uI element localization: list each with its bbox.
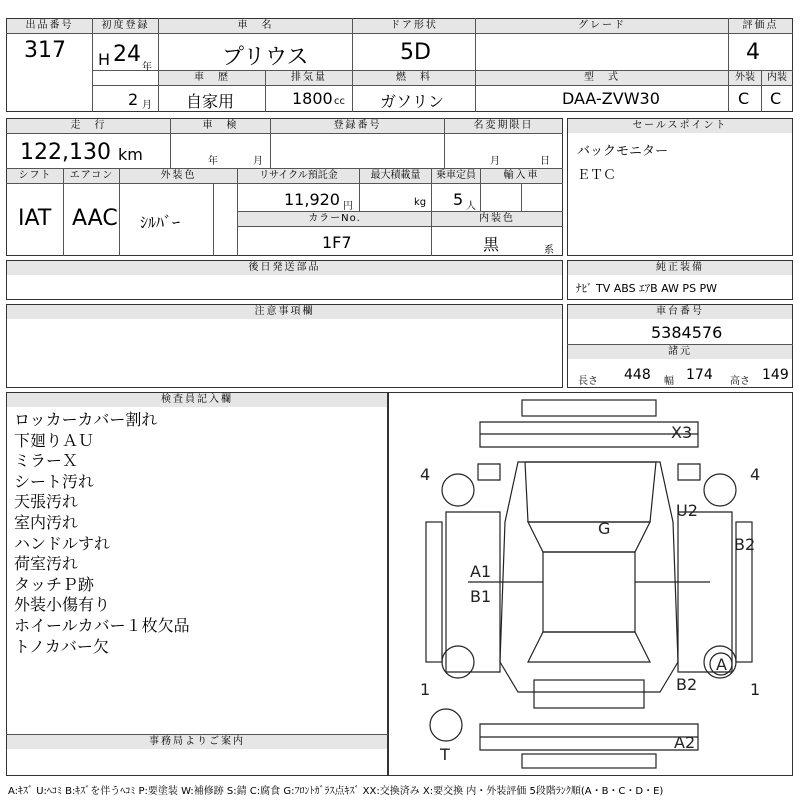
tire-front-left [442,474,474,506]
recycle-label: リサイクル預託金 [238,169,359,183]
name-change-day-unit: 日 [540,156,550,167]
divider [237,226,563,227]
mileage-label: 走 行 [7,119,170,133]
inspector-notes [14,410,190,657]
door-value: 5D [400,40,431,65]
fuel-label: 燃 料 [353,71,475,85]
history-value: 自家用 [186,92,235,111]
tire-rear-left [442,646,474,678]
length-label: 長さ [578,376,598,387]
divider [6,33,793,34]
tire-score-rear-right: 1 [750,680,761,699]
tire-front-right [704,474,736,506]
capacity-unit: 人 [466,201,476,212]
first-reg-era: H [98,50,111,69]
mark-a2: A2 [674,733,696,752]
dimensions-label: 諸元 [568,345,792,359]
shift-label: シフト [7,169,63,183]
mark-a1: A1 [470,562,492,581]
inspector-note: ホイールカバー１枚欠品 [14,615,190,635]
displacement-value: 1800 [292,89,333,108]
car-name-value: プリウス [222,45,309,70]
sales-point-item: ＥＴＣ [577,168,617,183]
mark-a: A [716,655,727,674]
sales-point-box [567,118,793,256]
mileage-unit: km [118,145,143,164]
lot-no-label: 出品番号 [7,19,92,33]
left-mirror [478,464,500,480]
equipment-value: ﾅﾋﾞ TV ABS ｴｱB AW PS PW [576,282,718,295]
month-unit: 月 [142,100,152,111]
inspector-label: 検査員記入欄 [7,393,387,407]
model-value: DAA-ZVW30 [562,89,660,108]
rear-bumper-outline [534,680,644,708]
right-side-outline [678,512,732,672]
first-reg-year: 24 [113,42,141,67]
capacity-value: 5 [453,190,464,209]
chassis-label: 車台番号 [568,305,792,319]
mark-x3: X3 [671,423,693,442]
left-rocker [426,522,442,662]
divider [521,183,522,211]
interior-color-unit: 系 [544,245,554,256]
spare-tire [430,709,462,741]
shift-value: IAT [18,206,52,231]
import-label: 輸入車 [481,169,562,183]
inspector-note: ハンドルすれ [14,533,111,553]
mileage-value: 122,130 [20,140,111,165]
front-roof-strip [522,400,656,416]
inspector-note: シート汚れ [14,471,95,491]
int-grade-label: 内装 [762,71,792,85]
aircon-label: エアコン [64,169,119,183]
color-label: 外装色 [120,169,237,183]
color-value: ｼﾙﾊﾞｰ [140,213,181,232]
divider [6,133,563,134]
inspector-note: ミラーＸ [14,451,79,471]
capacity-label: 乗車定員 [432,169,480,183]
length-value: 448 [624,367,651,383]
mark-b2-side: B2 [734,535,756,554]
windshield [528,522,650,552]
model-label: 型 式 [476,71,728,85]
inspection-year-unit: 年 [208,156,218,167]
inspector-note: タッチＰ跡 [14,574,95,594]
height-label: 高さ [730,376,750,387]
right-mirror [678,464,700,480]
load-unit: kg [414,197,427,208]
door-label: ドア形状 [353,19,475,33]
color-no-value: 1F7 [322,233,352,252]
car-diagram [388,392,793,776]
displacement-unit: cc [334,96,345,107]
inspector-note: 荷室汚れ [14,554,79,574]
inspection-month-unit: 月 [253,156,263,167]
int-grade-value: C [770,89,782,108]
legend: A:ｷｽﾞ U:ﾍｺﾐ B:ｷｽﾞを伴うﾍｺﾐ P:要塗装 W:補修跡 S:錆 C:腐食 G:ﾌﾛﾝﾄｶﾞﾗｽ点ｷｽﾞ XX:交換済み X:要交換 内・外装評価 5段階ﾗﾝｸ順(A・B・C・D・E) [8,786,664,797]
fuel-value: ガソリン [380,92,445,111]
sales-point-label: セールスポイント [568,119,792,133]
mark-g: G [598,519,611,538]
inspector-note: 室内汚れ [14,512,79,532]
tire-score-front-left: 4 [420,465,431,484]
mark-b2-rear: B2 [676,675,698,694]
lot-no-value: 317 [24,38,66,63]
cautions-label: 注意事項欄 [7,305,562,319]
year-unit: 年 [142,62,152,73]
ext-grade-label: 外装 [729,71,761,85]
inspector-note: ロッカーカバー割れ [14,410,158,429]
chassis-value: 5384576 [651,323,723,342]
rear-window [528,632,650,662]
sales-point-item: バックモニター [577,144,669,159]
first-reg-month: 2 [128,90,139,109]
mark-t: T [440,745,450,764]
tire-score-rear-left: 1 [420,680,431,699]
inspection-label: 車 検 [171,119,270,133]
width-label: 幅 [664,376,674,387]
recycle-value: 11,920 [284,190,340,209]
score-value: 4 [746,40,760,65]
ext-grade-value: C [738,89,750,108]
name-change-month-unit: 月 [490,156,500,167]
divider [92,85,793,86]
rear-roof-strip [522,754,656,768]
height-value: 149 [762,367,789,383]
equipment-label: 純正装備 [568,261,792,275]
displacement-label: 排気量 [266,71,352,85]
history-label: 車 歴 [159,71,265,85]
reg-no-label: 登録番号 [271,119,444,133]
mark-u2: U2 [676,501,698,520]
car-name-label: 車 名 [159,19,352,33]
width-value: 174 [686,367,713,383]
hood-outline [525,462,656,522]
inspector-note: 外装小傷有り [14,595,111,615]
first-reg-label: 初度登録 [93,19,158,33]
later-parts-label: 後日発送部品 [7,261,562,275]
name-change-label: 名変期限日 [445,119,562,133]
aircon-value: AAC [72,206,118,231]
grade-label: グレード [476,19,728,33]
interior-color-label: 内装色 [432,212,562,226]
color-no-label: カラーNo. [238,212,431,226]
tire-score-front-right: 4 [750,465,761,484]
score-label: 評価点 [729,19,792,33]
recycle-unit: 円 [343,201,353,212]
load-label: 最大積載量 [360,169,431,183]
inspector-note: 下廻りＡＵ [14,430,95,450]
inspector-note: 天張汚れ [14,492,79,512]
roof-outline [543,552,635,632]
mark-b1: B1 [470,587,492,606]
interior-color-value: 黒 [483,235,500,254]
inspector-note: トノカバー欠 [14,636,109,656]
office-label: 事務局よりご案内 [7,735,387,749]
